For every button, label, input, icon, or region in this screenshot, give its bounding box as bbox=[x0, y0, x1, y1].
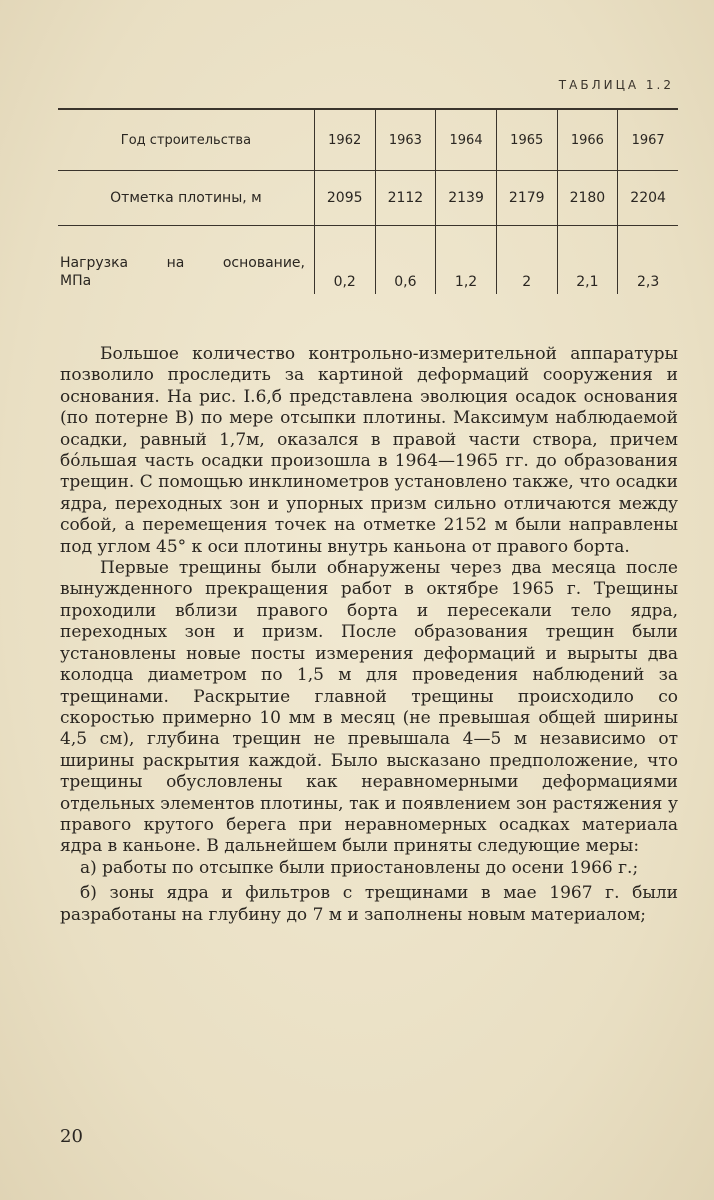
value-cell: 2204 bbox=[618, 171, 678, 226]
year-cell: 1963 bbox=[375, 109, 436, 171]
paragraph: Первые трещины были обнаружены через два месяца после вынужденного прекращения работ в октябре 1965 г. Трещины проходили вблизи правого борта и пересекали тело ядра, переходных зон и призм. После образования трещин были установлены новые посты измерения деформаций и вырыты два колодца диаметром по 1,5 м для проведения наблюдений за трещинами. Раскрытие главной трещины происходило со скоростью примерно 10 мм в месяц (не превышая общей ширины 4,5 см), глубина трещин не превышала 4—5 м независимо от ширины раскрытия каждой. Было высказано предположение, что трещины обусловлены как неравномерными деформациями отдельных элементов плотины, так и появлением зон растяжения у правого крутого берега при неравномерных осадках материала ядра в каньоне. В дальнейшем были приняты следующие меры: bbox=[60, 558, 678, 857]
value-cell: 2139 bbox=[436, 171, 497, 226]
value-cell: 0,6 bbox=[375, 226, 436, 295]
table-row-foundation-load bbox=[58, 226, 678, 295]
value-cell: 2,1 bbox=[557, 226, 618, 295]
value-cell: 2 bbox=[496, 226, 557, 295]
year-cell: 1966 bbox=[557, 109, 618, 171]
value-cell: 2112 bbox=[375, 171, 436, 226]
row-label-cell bbox=[58, 226, 314, 295]
value-cell: 2179 bbox=[496, 171, 557, 226]
body-text bbox=[60, 344, 678, 926]
year-cell: 1965 bbox=[496, 109, 557, 171]
table-row-dam-elevation bbox=[58, 171, 678, 226]
value-cell: 1,2 bbox=[436, 226, 497, 295]
paragraph: Большое количество контрольно-измерительной аппаратуры позволило проследить за картиной деформаций сооружения и основания. На рис. I.6,б представлена эволюция осадок основания (по потерне В) по мере отсыпки плотины. Максимум наблюдаемой осадки, равный 1,7м, оказался в правой части створа, причем бóльшая часть осадки произошла в 1964—1965 гг. до образования трещин. С помощью инклинометров установлено также, что осадки ядра, переходных зон и упорных призм сильно отличаются между собой, а перемещения точек на отметке 2152 м были направлены под углом 45° к оси плотины внутрь каньона от правого борта. bbox=[60, 344, 678, 557]
row-label-line: Нагрузка на основание, bbox=[60, 255, 305, 271]
table-header-row bbox=[58, 109, 678, 171]
value-cell: 2180 bbox=[557, 171, 618, 226]
row-label-cell: Отметка плотины, м bbox=[58, 171, 314, 226]
value-cell: 0,2 bbox=[314, 226, 375, 295]
year-cell: 1964 bbox=[436, 109, 497, 171]
page-number: 20 bbox=[60, 1126, 83, 1147]
data-table bbox=[58, 108, 678, 294]
list-item: а) работы по отсыпке были приостановлены до осени 1966 г.; bbox=[80, 857, 639, 878]
value-cell: 2,3 bbox=[618, 226, 678, 295]
row-label-line: МПа bbox=[60, 273, 92, 289]
header-label-cell: Год строительства bbox=[58, 109, 314, 171]
list-item: б) зоны ядра и фильтров с трещинами в мае 1967 г. были разработаны на глубину до 7 м и заполнены новым материалом; bbox=[60, 883, 678, 925]
year-cell: 1962 bbox=[314, 109, 375, 171]
year-cell: 1967 bbox=[618, 109, 678, 171]
table-caption: ТАБЛИЦА 1.2 bbox=[558, 78, 674, 92]
value-cell: 2095 bbox=[314, 171, 375, 226]
